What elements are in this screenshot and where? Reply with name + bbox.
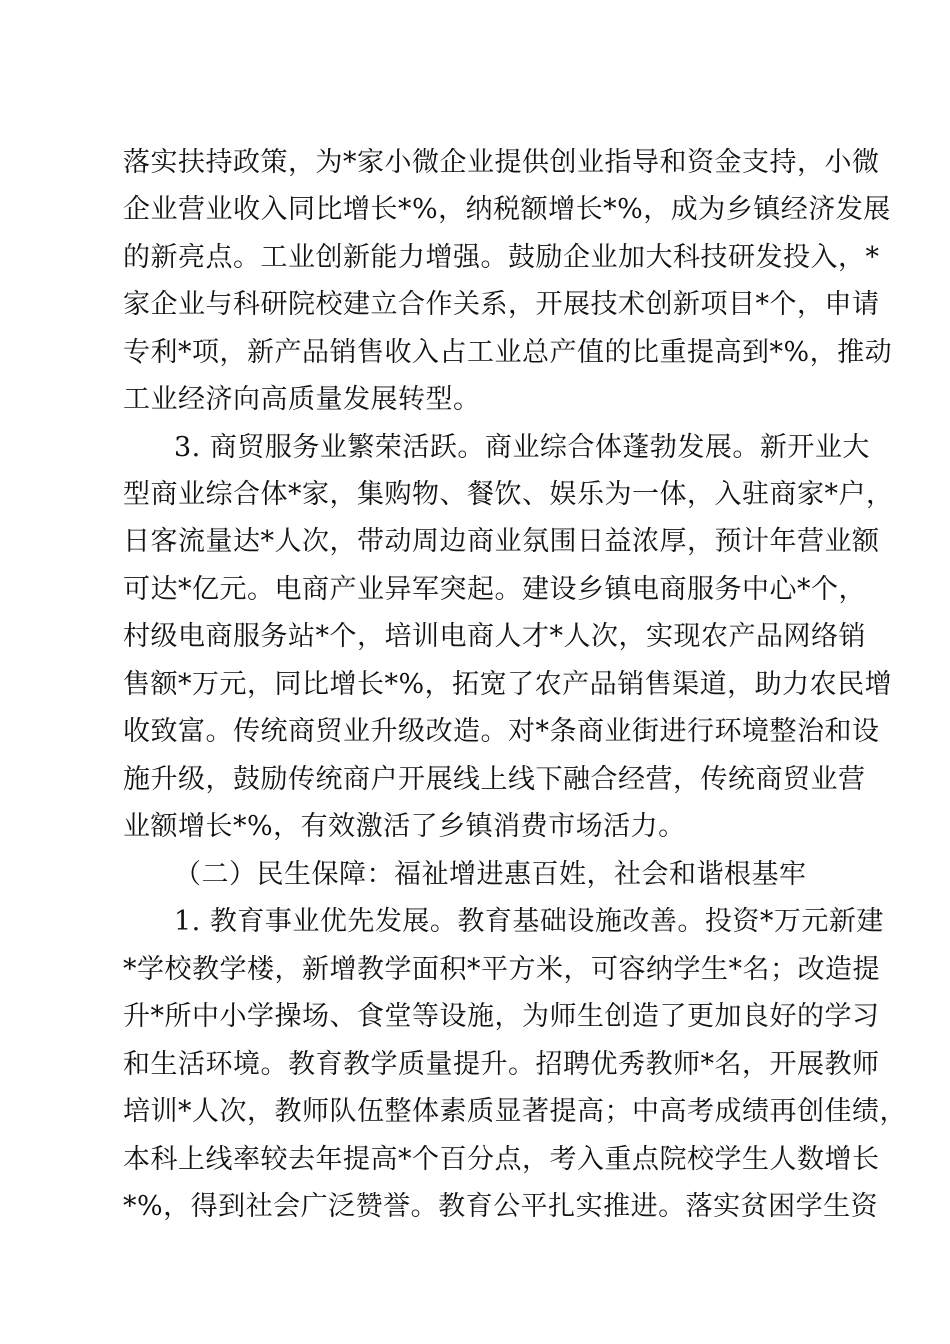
text-line: 本科上线率较去年提高*个百分点，考入重点院校学生人数增长 — [123, 1144, 880, 1175]
text-line: *学校教学楼，新增教学面积*平方米，可容纳学生*名；改造提 — [123, 954, 880, 985]
text-line: 施升级，鼓励传统商户开展线上线下融合经营，传统商贸业营 — [123, 764, 866, 795]
text-line: 可达*亿元。电商产业异军突起。建设乡镇电商服务中心*个， — [123, 574, 866, 605]
text-line: 企业营业收入同比增长*%，纳税额增长*%，成为乡镇经济发展 — [123, 194, 891, 225]
text-line: 村级电商服务站*个，培训电商人才*人次，实现农产品网络销 — [123, 621, 866, 652]
section-heading: （二）民生保障：福祉增进惠百姓，社会和谐根基牢 — [174, 859, 807, 890]
text-line: 培训*人次，教师队伍整体素质显著提高；中高考成绩再创佳绩， — [123, 1096, 907, 1127]
text-line: *%，得到社会广泛赞誉。教育公平扎实推进。落实贫困学生资 — [123, 1191, 879, 1222]
text-line: 专利*项，新产品销售收入占工业总产值的比重提高到*%，推动 — [123, 337, 893, 368]
text-line: 售额*万元，同比增长*%，拓宽了农产品销售渠道，助力农民增 — [123, 669, 893, 700]
text-line: 家企业与科研院校建立合作关系，开展技术创新项目*个，申请 — [123, 289, 880, 320]
text-line: 日客流量达*人次，带动周边商业氛围日益浓厚，预计年营业额 — [123, 526, 880, 557]
text-line: 升*所中小学操场、食堂等设施，为师生创造了更加良好的学习 — [123, 1001, 880, 1032]
text-line: 收致富。传统商贸业升级改造。对*条商业街进行环境整治和设 — [123, 716, 880, 747]
text-line: 型商业综合体*家，集购物、餐饮、娱乐为一体，入驻商家*户， — [123, 479, 894, 510]
text-line: 落实扶持政策，为*家小微企业提供创业指导和资金支持，小微 — [123, 147, 880, 178]
text-line: 工业经济向高质量发展转型。 — [123, 384, 481, 415]
text-line: 和生活环境。教育教学质量提升。招聘优秀教师*名，开展教师 — [123, 1049, 880, 1080]
text-line: 1. 教育事业优先发展。教育基础设施改善。投资*万元新建 — [174, 906, 884, 937]
text-line: 3. 商贸服务业繁荣活跃。商业综合体蓬勃发展。新开业大 — [174, 432, 870, 463]
text-line: 的新亮点。工业创新能力增强。鼓励企业加大科技研发投入，* — [123, 242, 880, 273]
text-line: 业额增长*%，有效激活了乡镇消费市场活力。 — [123, 811, 686, 842]
